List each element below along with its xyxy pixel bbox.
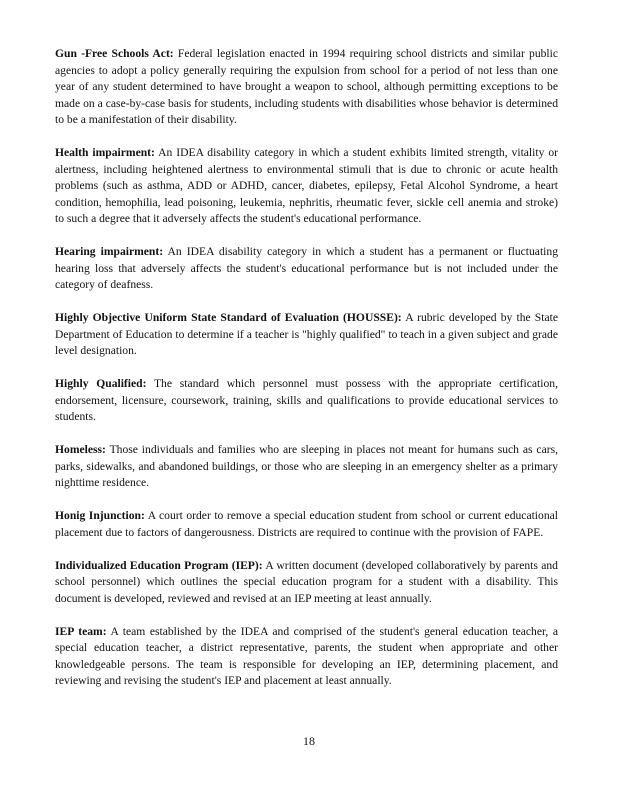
glossary-entry-homeless	[55, 442, 558, 492]
glossary-definition: A rubric developed by the State Department of Education to determine if a teacher is "highly qualified" to teach in a given subject and grade level designation.	[55, 311, 558, 357]
glossary-entry-honig-injunction	[55, 508, 558, 541]
glossary-term: Homeless:	[55, 443, 106, 456]
page-number: 18	[303, 734, 315, 748]
glossary-term: Gun -Free Schools Act:	[55, 47, 174, 60]
glossary-definition: Federal legislation enacted in 1994 requiring school districts and similar public agencies to adopt a policy generally requiring the expulsion from school for a period of not less than one year of any student determined to have brought a weapon to school, although permitting exceptions to be made on a case-by-case basis for students, including students with disabilities whose behavior is determined to be a manifestation of their disability.	[55, 47, 558, 126]
glossary-term: IEP team:	[55, 624, 107, 638]
glossary-definition: An IDEA disability category in which a student has a permanent or fluctuating hearing loss that adversely affects the student's educational performance but is not included under the category of deafness.	[55, 245, 558, 291]
glossary-term: Hearing impairment:	[55, 245, 164, 258]
glossary-entry-gun-free-schools-act	[55, 46, 558, 129]
glossary-term: Highly Objective Uniform State Standard of Evaluation (HOUSSE):	[55, 311, 402, 324]
glossary-entry-highly-qualified	[55, 376, 558, 426]
glossary-term: Health impairment:	[55, 146, 155, 159]
glossary-term: Individualized Education Program (IEP):	[55, 558, 263, 572]
glossary-entry-iep-team	[55, 624, 558, 690]
glossary-definition: An IDEA disability category in which a student exhibits limited strength, vitality or alertness, including heightened alertness to environmental stimuli that is due to chronic or acute health problems (such as asthma, ADD or ADHD, cancer, diabetes, epilepsy, Fetal Alcohol Syndrome, a heart condition, hemophilia, lead poisoning, leukemia, nephritis, rheumatic fever, sickle cell anemia and stroke) to such a degree that it adversely affects the student's educational performance.	[55, 146, 558, 225]
glossary-term: Honig Injunction:	[55, 509, 145, 522]
glossary-entry-iep	[55, 558, 558, 608]
glossary-entry-housse	[55, 310, 558, 360]
glossary-entry-health-impairment	[55, 145, 558, 228]
glossary-term: Highly Qualified:	[55, 377, 147, 390]
glossary-entry-hearing-impairment	[55, 244, 558, 294]
glossary-definition: Those individuals and families who are sleeping in places not meant for humans such as cars, parks, sidewalks, and abandoned buildings, or those who are sleeping in an emergency shelter as a primary nighttime residence.	[55, 443, 558, 489]
glossary-page	[55, 46, 558, 706]
glossary-definition: A written document (developed collaboratively by parents and school personnel) which outlines the special education program for a student with a disability. This document is developed, reviewed and revised at an IEP meeting at least annually.	[55, 558, 558, 605]
glossary-definition: A court order to remove a special education student from school or current educational placement due to factors of dangerousness. Districts are required to continue with the provision of FAPE.	[55, 509, 558, 539]
glossary-definition: A team established by the IDEA and comprised of the student's general education teacher, a special education teacher, a district representative, parents, the student when appropriate and other knowledgeable persons. The team is responsible for developing an IEP, determining placement, and reviewing and revising the student's IEP and placement at least annually.	[55, 624, 558, 687]
glossary-definition: The standard which personnel must possess with the appropriate certification, endorsement, licensure, coursework, training, skills and qualifications to provide educational services to students.	[55, 377, 558, 423]
